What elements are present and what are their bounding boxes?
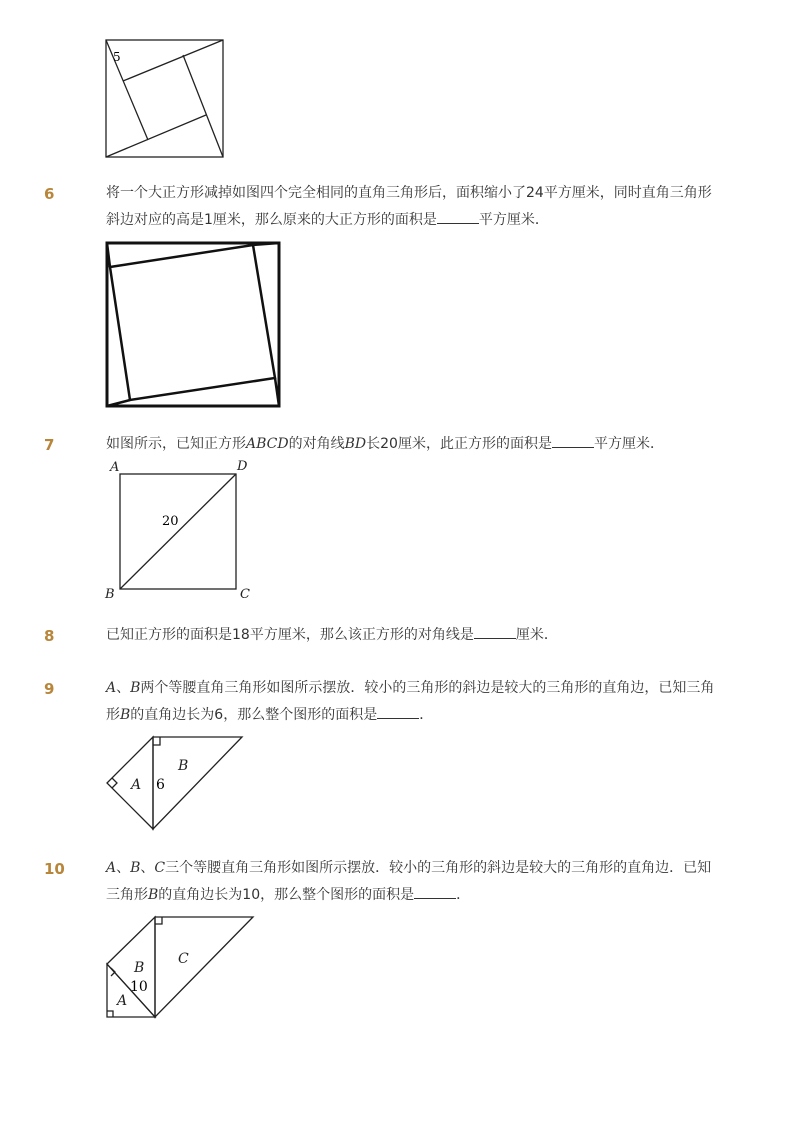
q10-text-c: ． [456, 887, 471, 903]
q10-label-b: B [130, 860, 141, 876]
question-number-7: 7 [44, 436, 55, 454]
q7-square-name: ABCD [246, 436, 289, 452]
q8-text-a: 已知正方形的面积是18平方厘米，那么该正方形的对角线是 [106, 627, 474, 643]
q7-text-d: 平方厘米． [593, 436, 664, 452]
triangle-label-C: C [178, 951, 189, 967]
q10-label-a: A [106, 860, 117, 876]
q7-text-a: 如图所示，已知正方形 [106, 436, 246, 452]
question-number-9: 9 [44, 680, 55, 698]
q9-text-b: 的直角边长为6，那么整个图形的面积是 [130, 707, 378, 723]
q6-text-a: 将一个大正方形减掉如图四个完全相同的直角三角形后，面积缩小了24平方厘米，同时直角三角形斜边对应的高是1厘米，那么原来的大正方形的面积是 [106, 185, 712, 228]
q7-text-b: 的对角线 [288, 436, 345, 452]
q10-text-b: 的直角边长为10，那么整个图形的面积是 [158, 887, 415, 903]
side-length-label: 6 [156, 777, 165, 793]
vertex-label-B: B [105, 587, 115, 602]
q9-text-c: ． [419, 707, 434, 723]
q7-text-c: 长20厘米，此正方形的面积是 [366, 436, 552, 452]
question-number-8: 8 [44, 627, 55, 645]
q6-text-b: 平方厘米． [478, 212, 549, 228]
q9-label-b2: B [120, 707, 131, 723]
q10-sep1: 、 [116, 860, 131, 876]
triangle-label-A: A [117, 993, 128, 1009]
figure-top-label: 5 [113, 50, 121, 64]
q10-label-c: C [154, 860, 166, 876]
question-number-10: 10 [44, 860, 65, 878]
q9-text-a: 两个等腰直角三角形如图所示摆放．较小的三角形的斜边是较大的三角形的直角边，已知三角形 [106, 680, 715, 723]
q10-label-b2: B [148, 887, 159, 903]
q10-sep2: 、 [140, 860, 155, 876]
q9-sep: 、 [116, 680, 131, 696]
question-number-6: 6 [44, 185, 55, 203]
side-length-label: 10 [130, 979, 148, 995]
vertex-label-C: C [240, 587, 250, 602]
diagonal-length-label: 20 [162, 514, 179, 529]
vertex-label-A: A [110, 460, 120, 475]
q9-label-b: B [130, 680, 141, 696]
q9-label-a: A [106, 680, 117, 696]
triangle-label-B: B [178, 758, 189, 774]
vertex-label-D: D [237, 459, 248, 474]
triangle-label-B: B [134, 960, 145, 976]
triangle-label-A: A [131, 777, 142, 793]
q7-diagonal-name: BD [344, 436, 367, 452]
q8-text-b: 厘米． [515, 627, 558, 643]
q10-text-a: 三个等腰直角三角形如图所示摆放．较小的三角形的斜边是较大的三角形的直角边．已知三角形 [106, 860, 712, 903]
